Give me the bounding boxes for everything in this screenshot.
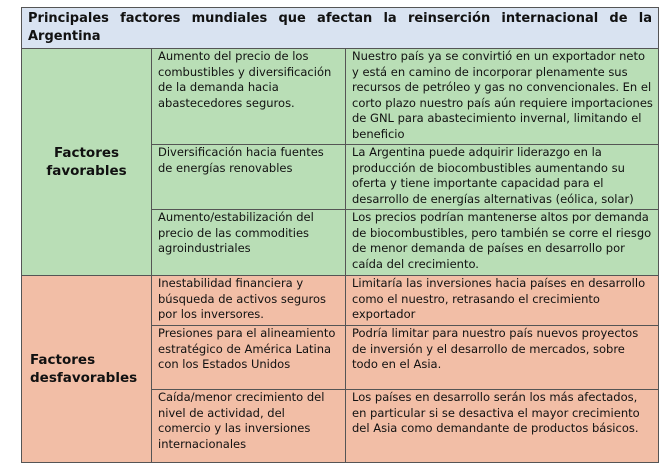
factor-cell: Caída/menor crecimiento del nivel de actividad, del comercio y las inversiones internacionales: [152, 390, 346, 463]
factor-cell: Presiones para el alineamiento estratégico de América Latina con los Estados Unidos: [152, 326, 346, 390]
group-label-favorable: Factores favorables: [22, 49, 152, 276]
group-label-unfavorable: Factores desfavorables: [22, 276, 152, 463]
effect-cell: Los precios podrían mantenerse altos por demanda de biocombustibles, pero también se corre el riesgo de menor demanda de países en desarrollo por caída del crecimiento.: [346, 210, 659, 276]
factor-cell: Diversificación hacia fuentes de energías renovables: [152, 145, 346, 210]
factor-cell: Aumento del precio de los combustibles y diversificación de la demanda hacia abastecedores seguros.: [152, 49, 346, 145]
effect-cell: Podría limitar para nuestro país nuevos proyectos de inversión y el desarrollo de mercados, sobre todo en el Asia.: [346, 326, 659, 390]
effect-cell: Nuestro país ya se convirtió en un exportador neto y está en camino de incorporar plenamente sus recursos de petróleo y gas no convencionales. En el corto plazo nuestro país aún requiere importaciones de GNL para abastecimiento invernal, limitando el beneficio: [346, 49, 659, 145]
table-row: [22, 276, 659, 326]
table-row: [22, 49, 659, 145]
effect-cell: La Argentina puede adquirir liderazgo en la producción de biocombustibles aumentando su oferta y tiene importante capacidad para el desarrollo de energías alternativas (eólica, solar): [346, 145, 659, 210]
effect-cell: Limitaría las inversiones hacia países en desarrollo como el nuestro, retrasando el crecimiento exportador: [346, 276, 659, 326]
factor-cell: Aumento/estabilización del precio de las commodities agroindustriales: [152, 210, 346, 276]
factor-cell: Inestabilidad financiera y búsqueda de activos seguros por los inversores.: [152, 276, 346, 326]
effect-cell: Los países en desarrollo serán los más afectados, en particular si se desactiva el mayor crecimiento del Asia como demandante de productos básicos.: [346, 390, 659, 463]
factors-table: [21, 7, 659, 463]
title-row: [22, 8, 659, 49]
table-title: Principales factores mundiales que afectan la reinserción internacional de la Argentina: [22, 8, 659, 49]
